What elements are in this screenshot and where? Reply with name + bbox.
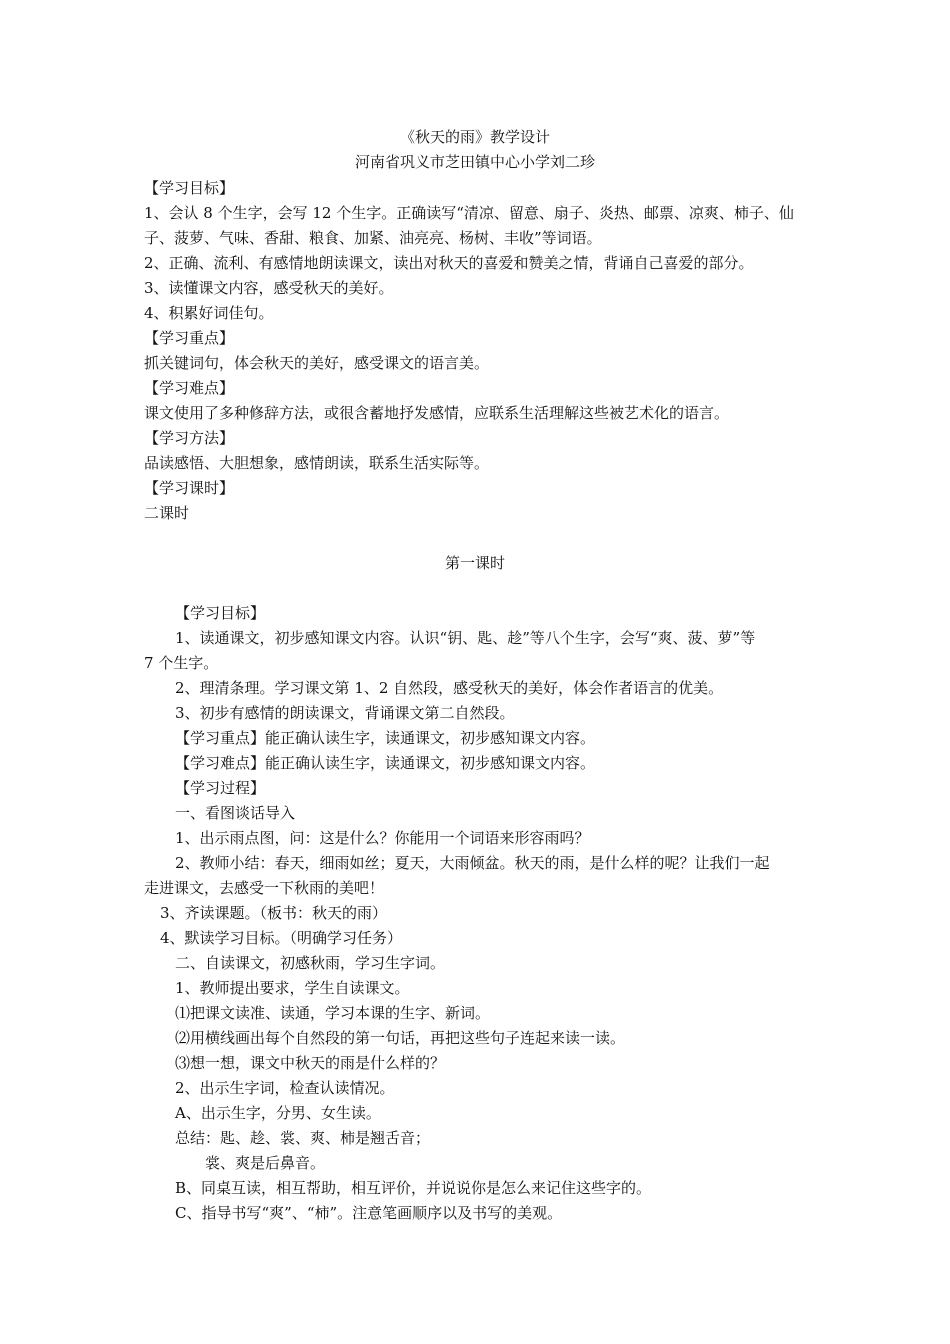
method-heading: 【学习方法】 bbox=[144, 429, 235, 447]
step-2-item-2: 2、出示生字词，检查认读情况。 bbox=[175, 1079, 395, 1097]
method-text: 品读感悟、大胆想象，感情朗读，联系生活实际等。 bbox=[144, 454, 490, 472]
goal-4: 4、积累好词佳句。 bbox=[144, 304, 274, 322]
lesson-difficulty-line: 【学习难点】能正确认读生字，读通课文，初步感知课文内容。 bbox=[175, 754, 596, 772]
step-1-item-2-line-1: 2、教师小结：春天，细雨如丝；夏天，大雨倾盆。秋天的雨，是什么样的呢？让我们一起 bbox=[175, 854, 770, 872]
step-2-b: B、同桌互读，相互帮助，相互评价，并说说你是怎么来记住这些字的。 bbox=[175, 1179, 652, 1197]
process-heading: 【学习过程】 bbox=[175, 779, 266, 797]
step-2-heading: 二、自读课文，初感秋雨，学习生字词。 bbox=[175, 954, 446, 972]
goal-2: 2、正确、流利、有感情地朗读课文，读出对秋天的喜爱和赞美之情，背诵自己喜爱的部分。 bbox=[144, 254, 754, 272]
goal-1-line-2: 子、菠萝、气味、香甜、粮食、加紧、油亮亮、杨树、丰收”等词语。 bbox=[144, 229, 602, 247]
step-2-c: C、指导书写“爽”、“柿”。注意笔画顺序以及书写的美观。 bbox=[175, 1204, 563, 1222]
author-line: 河南省巩义市芝田镇中心小学刘二珍 bbox=[354, 153, 595, 171]
document-title: 《秋天的雨》教学设计 bbox=[399, 128, 550, 146]
step-2-item-1: 1、教师提出要求，学生自读课文。 bbox=[175, 979, 410, 997]
lesson-goal-1-line-1: 1、读通课文，初步感知课文内容。认识“钥、匙、趁”等八个生字，会写“爽、菠、萝”等 bbox=[175, 629, 756, 647]
lesson-heading: 第一课时 bbox=[444, 554, 505, 572]
step-1-item-3: 3、齐读课题。（板书：秋天的雨） bbox=[160, 904, 388, 922]
hours-text: 二课时 bbox=[144, 504, 190, 522]
step-2-sub-2: ⑵用横线画出每个自然段的第一句话，再把这些句子连起来读一读。 bbox=[175, 1029, 626, 1047]
difficulty-heading: 【学习难点】 bbox=[144, 379, 235, 397]
lesson-goal-1-line-2: 7 个生字。 bbox=[144, 654, 219, 672]
step-1-heading: 一、看图谈话导入 bbox=[175, 804, 296, 822]
goal-1-line-1: 1、会认 8 个生字，会写 12 个生字。正确读写“清凉、留意、扇子、炎热、邮票、凉爽、柿子、仙 bbox=[144, 204, 794, 222]
step-2-sub-3: ⑶想一想，课文中秋天的雨是什么样的？ bbox=[175, 1054, 446, 1072]
difficulty-text: 课文使用了多种修辞方法，或很含蓄地抒发感情，应联系生活理解这些被艺术化的语言。 bbox=[144, 404, 730, 422]
goal-3: 3、读懂课文内容，感受秋天的美好。 bbox=[144, 279, 394, 297]
step-2-a: A、出示生字，分男、女生读。 bbox=[175, 1104, 381, 1122]
step-2-summary-2: 裳、爽是后鼻音。 bbox=[205, 1154, 326, 1172]
key-heading: 【学习重点】 bbox=[144, 329, 235, 347]
hours-heading: 【学习课时】 bbox=[144, 479, 235, 497]
step-1-item-4: 4、默读学习目标。（明确学习任务） bbox=[160, 929, 403, 947]
step-2-summary-1: 总结：匙、趁、裳、爽、柿是翘舌音； bbox=[175, 1129, 431, 1147]
step-1-item-1: 1、出示雨点图，问：这是什么？你能用一个词语来形容雨吗？ bbox=[175, 829, 590, 847]
goals-heading: 【学习目标】 bbox=[144, 179, 235, 197]
step-2-sub-1: ⑴把课文读准、读通，学习本课的生字、新词。 bbox=[175, 1004, 491, 1022]
step-1-item-2-line-2: 走进课文，去感受一下秋雨的美吧！ bbox=[144, 879, 385, 897]
lesson-goal-3: 3、初步有感情的朗读课文，背诵课文第二自然段。 bbox=[175, 704, 515, 722]
lesson-goal-2: 2、理清条理。学习课文第 1、2 自然段，感受秋天的美好，体会作者语言的优美。 bbox=[175, 679, 724, 697]
lesson-key-line: 【学习重点】能正确认读生字，读通课文，初步感知课文内容。 bbox=[175, 729, 596, 747]
lesson-goals-heading: 【学习目标】 bbox=[175, 604, 266, 622]
key-text: 抓关键词句，体会秋天的美好，感受课文的语言美。 bbox=[144, 354, 490, 372]
